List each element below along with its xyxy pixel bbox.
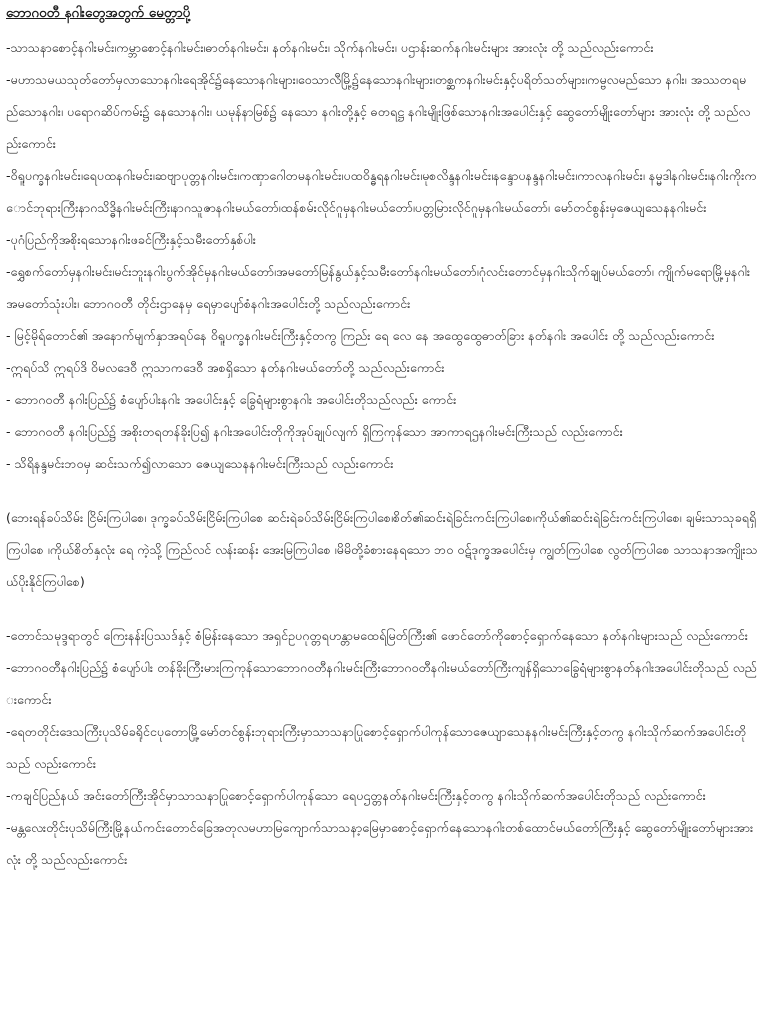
paragraph-11: -တောင်သမုဒ္ဒရာတွင် ကြေးနန်းပြဿဒ်နှင့် စံမြန်းနေသော အရှင်ဥပဂုတ္တရဟန္တာမထေရ်မြတ်ကြီး၏ ဖောင်တော်ကိုစောင့်ရှောက်နေသော နတ်နဂါးများသည် လည်းကောင်း <box>6 628 748 643</box>
paragraph-1: -သာသနာစောင့်နဂါးမင်း၊ကမ္ဘာစောင့်နဂါးမင်း၊ဓာတ်နဂါးမင်း၊ နတ်နဂါးမင်း၊ သိုက်နဂါးမင်း၊ ပဌာန်းဆက်နဂါးမင်းများ အားလုံး တို့ သည်လည်းကောင်း <box>6 40 654 55</box>
paragraph-8: - ဘောဂဝတီ နဂါးပြည်၌ စံပျော်ပါးနဂါး အပေါင်းနှင့် ခြွေရံများစွာနဂါး အပေါင်းတိုသည်လည်း ကောင်း <box>6 392 457 407</box>
paragraph-4: -ပုဂံပြည်ကိုအစိုးရသောနဂါးဖခင်ကြီးနှင့်သမီးတော်နှစ်ပါး <box>6 232 256 247</box>
document-body <box>6 4 758 876</box>
paragraph-9: - ဘောဂဝတီ နဂါးပြည်၌ အစိုးတရတန်ခိုးပြ၍ နဂါးအပေါင်းတိုကိုအုပ်ချုပ်လျက် ရှိကြကုန်သော အာကာရဌနဂါးမင်းကြီးသည် လည်းကောင်း <box>6 424 623 439</box>
document-title: ဘောဂဝတီ နဂါးတွေအတွက် မေတ္တာပို့ <box>6 5 191 21</box>
paragraph-5: -ရွှေစက်တော်မှနဂါးမင်း၊မင်းဘူးနဂါးပွက်အိုင်မှနဂါးမယ်တော်၊အမတော်မြန်နွယ်နှင့်သမီးတော်နဂါးမယ်တော်၊ဂုံလင်းတောင်မှနဂါးသိုက်ချုပ်မယ်တော်၊ ကျိုက်မရောမြို့မှနဂါးအမတော်သုံးပါး၊ ဘောဂဝတီ တိုင်းဌာနေမှ ရေမှာပျော်စံနဂါးအပေါင်းတို့ သည်လည်းကောင်း <box>6 264 751 311</box>
paragraph-13: -ရေတတိုင်းဒေသကြီးပုသိမ်ခရိုင်ငပုတောမြို့မော်တင်စွန်းဘုရားကြီးမှာသာသနာပြုစောင့်ရှောက်ပါကုန်သောဇေယျာသေနနဂါးမင်းကြီးနှင့်တကွ နဂါးသိုက်ဆက်အပေါင်းတိုသည် လည်းကောင်း <box>6 724 747 771</box>
paragraph-3: -ဝိရူပက္ခနဂါးမင်း၊ရေပထနဂါးမင်း၊ဆဗျာပုတ္တနဂါးမင်း၊ကဏှာဂေါတမနဂါးမင်း၊ပထဝိန္ဓရနဂါးမင်း၊မုစလိန္ဒနဂါးမင်း၊နန္ဒောပနန္ဒနဂါးမင်း၊ကာလနဂါးမင်း၊ နမ္မဒါနဂါးမင်း၊နဂါးကိုးကောင်ဘုရားကြီးနာဂသိဒ္ဓိနဂါးမင်းကြီး၊နာဂသူဇာနဂါးမယ်တော်၊ထန်စမ်းလိုင်ဂူမှနဂါးမယ်တော်၊ပတ္တမြားလိုင်ဂူမှနဂါးမယ်တော်၊ မော်တင်စွန်းမှဇေယျသေနနဂါးမင်း <box>6 168 757 215</box>
paragraph-7: -ဣရပ်သိ ဣရပ်ဒိ ဝိမလဒေဝီ ဣသာကဒေဝီ အစရှိသော နတ်နဂါးမယ်တော်တို့ သည်လည်းကောင်း <box>6 360 445 375</box>
paragraph-12: -ဘောဂဝတီနဂါးပြည်၌ စံပျော်ပါး တန်ခိုးကြီးမားကြကုန်သောဘောဂဝတီနဂါးမင်းကြီးဘောဂဝတီနဂါးမယ်တော်ကြီးကျန်ရှိသောခြွေရံများစွာနတ်နဂါးအပေါင်းတိုသည် လည်းကောင်း <box>6 660 757 707</box>
prayer-paragraph: (ဘေးရန်ခပ်သိမ်း ငြိမ်းကြပါစေ၊ ဒုက္ခခပ်သိမ်းငြိမ်းကြပါစေ ဆင်းရဲခပ်သိမ်းငြိမ်းကြပါစေ၊စိတ်၏ဆင်းရဲခြင်းကင်းကြပါစေ၊ကိုယ်၏ဆင်းရဲခြင်းကင်းကြပါစေ၊ ချမ်းသာသုခရရှိကြပါစေ ၊ကိုယ်စိတ်နှလုံး ရေ ကဲ့သို့ ကြည်လင် လန်းဆန်း အေးမြကြပါစေ ၊မိမိတို့ခံစားနေရသော ဘဝ ဝဋ်ဒုက္ခအပေါင်းမှ ကျွတ်ကြပါစေ လွတ်ကြပါစေ သာသနာအကျိုးသယ်ပိုးနိုင်ကြပါစေ) <box>6 510 758 589</box>
paragraph-6: - မြင့်မိုရ်တောင်၏ အနောက်မျက်နှာအရပ်နေ ဝိရူပက္ခနဂါးမင်းကြီးနှင့်တကွ ကြည်း ရေ လေ နေ အထွေထွေဓာတ်ခြား နတ်နဂါး အပေါင်း တို့ သည်လည်းကောင်း <box>6 328 715 343</box>
section-gap <box>6 480 758 502</box>
section-gap <box>6 598 758 620</box>
paragraph-15: -မန္တလေးတိုင်းပုသိမ်ကြီးမြို့နယ်ကင်းတောင်ခြေအတုလမဟာမြကျောက်သာသနာ့မြေမှာစောင့်ရှောက်နေသောနဂါးတစ်ထောင်မယ်တော်ကြီးနှင့် ဆွေတော်မျိုးတော်များအားလုံး တို့ သည်လည်းကောင်း <box>6 820 754 867</box>
paragraph-2: -မဟာသမယသုတ်တော်မှလာသောနဂါးရေအိုင်၌နေသောနဂါးများ၊ဝေသာလီမြို့၌နေသောနဂါးများ၊တစ္ဆကနဂါးမင်းနှင့်ပရိတ်သတ်များ၊ကမ္ဗလမည်သော နဂါး၊ အဿတရမည်သောနဂါး၊ ပရောဂဆိပ်ကမ်း၌ နေသောနဂါး၊ ယမုန်နာမြစ်၌ နေသော နဂါးတို့နှင့် ဓတရဋ္ဌ နဂါးမျိုးဖြစ်သောနဂါးအပေါင်းနှင့် ဆွေတော်မျိုးတော်များ အားလုံး တို့ သည်လည်းကောင်း <box>6 72 751 151</box>
paragraph-10: - သိရိနန္ဒမင်းဘဝမှ ဆင်းသက်၍လာသော ဇေယျသေနနဂါးမင်းကြီးသည် လည်းကောင်း <box>6 456 394 471</box>
paragraph-14: -ကချင်ပြည်နယ် အင်းတော်ကြီးအိုင်မှာသာသနာပြုစောင့်ရှောက်ပါကုန်သော ရေပဌတ္တနတ်နဂါးမင်းကြီးနှင့်တကွ နဂါးသိုက်ဆက်အပေါင်းတိုသည် လည်းကောင်း <box>6 788 706 803</box>
